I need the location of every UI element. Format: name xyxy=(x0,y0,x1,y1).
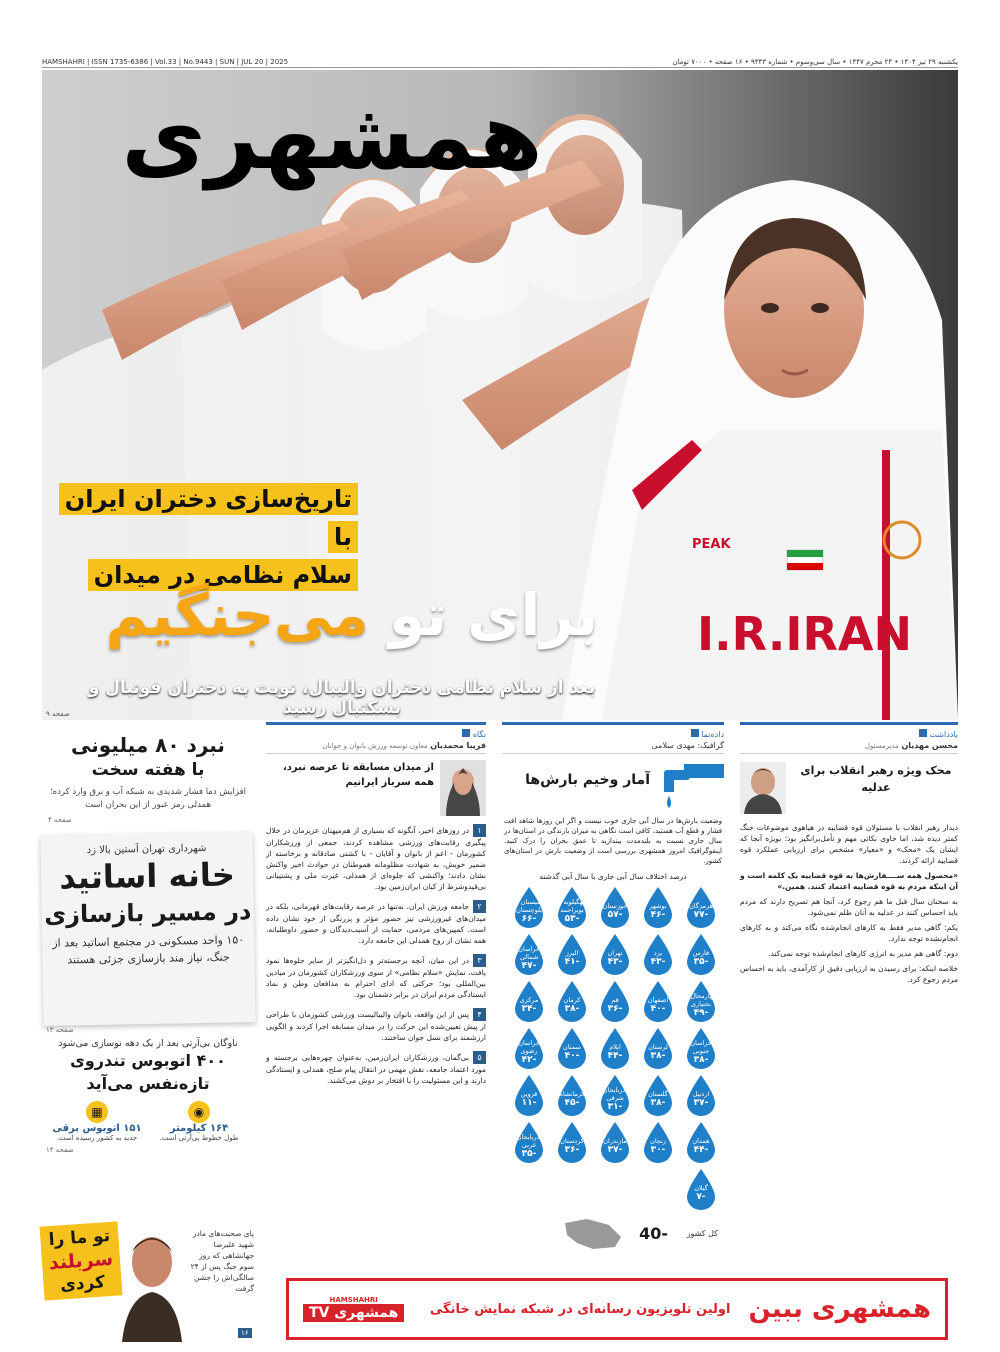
national-label: کل کشور xyxy=(686,1228,718,1238)
rainfall-drop xyxy=(511,1073,547,1117)
banner-tv-logo xyxy=(303,1296,404,1322)
negah-para-5-text: بی‌گمان، ورزشکاران ایران‌زمین، به‌عنوان چهره‌هایی برجسته و مورد اعتماد جامعه، نقش مهمی در انتقال پیام صلح، همدلی و ایستادگی دارند و این مسئولیت را با افتخار بر دوش می‌کشند. xyxy=(266,1053,486,1085)
teaser-bus-page: صفحه ۱۴ xyxy=(46,1146,74,1154)
masthead-meta-left: HAMSHAHRI | ISSN 1735-6386 | Vol.33 | No.9443 | SUN | JUL 20 | 2025 xyxy=(42,57,289,66)
national-total xyxy=(502,1215,724,1251)
drop-value: -۷۷ xyxy=(693,910,709,920)
left-teaser-column xyxy=(42,722,254,1352)
faucet-icon xyxy=(654,756,724,818)
number-badge-icon: ۴ xyxy=(473,1008,486,1021)
drop-province-name: البرز xyxy=(565,949,579,957)
drop-province-name: تهران xyxy=(607,949,623,957)
drop-value: -۳۶ xyxy=(607,1004,623,1014)
dadenama-title: آمار وخیم بارش‌ها xyxy=(525,772,650,788)
hero-headline[interactable] xyxy=(72,575,632,655)
yaddasht-author-photo xyxy=(740,762,786,814)
drop-province-name: اردبیل xyxy=(692,1090,710,1098)
jersey-country-text: I.R.IRAN xyxy=(697,607,912,661)
rainfall-drop xyxy=(511,1026,547,1070)
teaser-bus-stat2-value: ۱۵۱ اتوبوس برقی xyxy=(52,1123,142,1134)
promo-page: ۱۶ xyxy=(238,1328,252,1338)
negah-body xyxy=(266,824,486,1086)
rainfall-drop xyxy=(683,932,719,976)
hamshahri-tv-banner[interactable] xyxy=(278,1270,958,1352)
teaser-bus-stat1-value: ۱۶۴ کیلومتر xyxy=(169,1123,229,1134)
drop-value: -۳۷ xyxy=(607,1145,623,1155)
yaddasht-author: محسن مهدیان xyxy=(901,741,958,750)
teaser-housing-kicker: شهرداری تهران آستین بالا زد xyxy=(86,842,207,857)
rainfall-drop xyxy=(554,979,590,1023)
yaddasht-para-3: به سخنان سال قبل ما هم رجوع کرد، آنجا هم تصریح دارند که مردم باید احساس کنند در عدلیه به آنان ظلم نمی‌شود. xyxy=(740,897,958,917)
rainfall-drop xyxy=(683,1026,719,1070)
hero-headline-part1: برای تو xyxy=(388,581,599,649)
rainfall-drop xyxy=(554,932,590,976)
drop-province-name: خوزستان xyxy=(602,902,628,910)
negah-para-2-text: جامعه ورزش ایران، نه‌تنها در عرصه رقابت‌های قهرمانی، بلکه در میدان‌های غیرورزشی نیز حضور مؤثر و پررنگی از خود نشان داده است. کمپین‌های مردمی، حمایت از آسیب‌دیدگان و حضور داوطلبانه، همه نشان از روح همدلی این جامعه دارد. xyxy=(266,902,486,945)
teaser-energy-title2: با هفته سخت xyxy=(91,760,205,780)
number-badge-icon: ۳ xyxy=(473,954,486,967)
square-icon xyxy=(462,729,470,737)
masthead-meta-bar xyxy=(42,56,958,68)
negah-title[interactable]: از میدان مسابقه تا عرصه نبرد، همه سرباز ایرانیم xyxy=(282,762,434,788)
yaddasht-para-2: «محصول همه ســــفارش‌ها به قوه قضاییه یک کلمه است و آن اینکه مردم به قوه قضاییه اعتماد کنند. همین.» xyxy=(740,871,958,891)
yaddasht-para-6: خلاصه اینکه: برای رسیدن به ارزیابی دقیق از کارآمدی، باید به احساس مردم رجوع کرد. xyxy=(740,964,958,984)
drop-value: -۳۴ xyxy=(521,1004,537,1014)
drop-value: -۴۱ xyxy=(564,957,580,967)
column-yaddasht xyxy=(740,722,958,1270)
drop-province-name: هرمزگان xyxy=(689,902,713,910)
rainfall-drop xyxy=(511,979,547,1023)
hero-page-ref: صفحه ۹ xyxy=(46,710,70,718)
drop-value: -۴۵ xyxy=(564,1098,580,1108)
drop-province-name: لرستان xyxy=(648,1043,668,1051)
negah-para-3-text: در این میان، آنچه برجسته‌تر و دل‌انگیزتر از سایر جلوه‌ها نمود یافت، نمایش «سلام نظامی» از سوی ورزشکاران کشورمان در میادین بین‌المللی بود؛ حرکتی که ادای احترام به مدافعان وطن و نماد ایستادگی مردم ایران در برابر دشمنان بود. xyxy=(266,956,486,999)
drop-value: -۳۸ xyxy=(650,1098,666,1108)
square-icon xyxy=(691,729,699,737)
drop-province-name: خراسان جنوبی xyxy=(690,1039,712,1055)
drop-value: -۴۴ xyxy=(607,1051,623,1061)
drop-value: -۴۰ xyxy=(650,1004,666,1014)
drop-province-name: اصفهان xyxy=(647,996,669,1004)
number-badge-icon: ۲ xyxy=(473,900,486,913)
drop-province-name: گیلان xyxy=(694,1184,708,1192)
teaser-housing-page: صفحه ۱۳ xyxy=(46,1026,74,1034)
rainfall-drop xyxy=(554,885,590,929)
bus-icon: ▦ xyxy=(86,1101,108,1123)
teaser-housing-title2: در مسیر بازسازی xyxy=(43,897,252,929)
negah-para-4-text: پس از این واقعه، بانوان والیبالیست ورزشی کشورمان با طراحی از پیش تعیین‌شده این حرکت را در میدان مسابقه اجرا کردند و الگویی ارزشمند برای نسل جوان ساختند. xyxy=(266,1010,486,1042)
drop-value: -۴۲ xyxy=(521,1055,537,1065)
drop-province-name: گلستان xyxy=(648,1090,668,1098)
teaser-housing-card[interactable] xyxy=(40,832,255,1026)
teaser-bus-stat1-label: طول خطوط بی‌آرتی است. xyxy=(159,1134,239,1142)
rainfall-drop-grid xyxy=(502,885,724,1211)
drop-province-name: مرکزی xyxy=(519,996,539,1004)
number-badge-icon: ۱ xyxy=(473,824,486,837)
drop-value: -۶۶ xyxy=(521,914,537,924)
dadenama-tag-label: داده‌نما xyxy=(701,730,724,739)
rainfall-drop xyxy=(511,885,547,929)
drop-value: -۴۳ xyxy=(607,957,623,967)
drop-value: -۳۵ xyxy=(521,1149,537,1159)
rainfall-drop xyxy=(597,1120,633,1164)
number-badge-icon: ۵ xyxy=(473,1051,486,1064)
drop-province-name: یزد xyxy=(653,949,663,957)
drop-value: -۳۵ xyxy=(693,957,709,967)
drop-province-name: خراسان شمالی xyxy=(518,945,540,961)
banner-title: همشهری ببین xyxy=(748,1294,931,1324)
teaser-bus-stat-km xyxy=(152,1101,247,1142)
dadenama-tag xyxy=(502,725,724,741)
rainfall-drop xyxy=(554,1120,590,1164)
drop-value: -۷ xyxy=(696,1192,706,1202)
rainfall-drop xyxy=(511,1120,547,1164)
teaser-martyr-promo[interactable] xyxy=(42,1218,254,1344)
negah-tag xyxy=(266,725,486,741)
teaser-energy-page: صفحه ۴ xyxy=(48,816,72,824)
promo-title2: سربلند xyxy=(48,1247,114,1275)
drop-province-name: آذربایجان غربی xyxy=(516,1133,542,1149)
rainfall-drop xyxy=(597,885,633,929)
rainfall-drop xyxy=(640,979,676,1023)
drop-province-name: خراسان رضوی xyxy=(518,1039,540,1055)
drop-value: -۱۱ xyxy=(521,1098,537,1108)
teaser-bus-stat2-label: جدید به کشور رسیده است. xyxy=(56,1134,138,1142)
drop-province-name: کرمان xyxy=(563,996,581,1004)
hero-photo-area xyxy=(42,70,958,720)
drop-province-name: کهگیلویه و بویراحمد xyxy=(558,898,586,914)
drop-province-name: آذربایجان شرقی xyxy=(602,1086,628,1102)
rainfall-drop xyxy=(640,1026,676,1070)
rainfall-drop xyxy=(597,932,633,976)
jersey-brand: PEAK xyxy=(692,537,731,552)
drop-value: -۵۳ xyxy=(564,914,580,924)
drop-value: -۳۱ xyxy=(607,1102,623,1112)
teaser-energy-title1: نبرد ۸۰ میلیونی xyxy=(71,733,225,757)
drop-province-name: همدان xyxy=(692,1137,710,1145)
yaddasht-para-1: دیدار رهبر انقلاب با مسئولان قوه قضاییه در هیاهوی موضوعات جنگ کمتر دیده شد، اما حاوی نکاتی مهم و تأمل‌برانگیز بود؛ بویژه آنجا که ایشان یک «محک» و «معیار» مشخص برای ارزیابی عملکرد قوه قضاییه ارائه کردند. xyxy=(740,823,958,865)
rainfall-drop xyxy=(683,1120,719,1164)
iran-map-icon xyxy=(557,1215,627,1251)
promo-title1: تو ما را xyxy=(48,1225,111,1251)
rainfall-drop xyxy=(511,932,547,976)
lower-section xyxy=(42,722,958,1352)
dadenama-header xyxy=(502,754,724,816)
rainfall-drop xyxy=(683,979,719,1023)
teaser-bus-stat-electric xyxy=(50,1101,145,1142)
teaser-bus-title2: تازه‌نفس می‌آید xyxy=(86,1074,210,1093)
drop-value: -۳۸ xyxy=(693,1055,709,1065)
drop-province-name: کرمانشاه xyxy=(559,1090,585,1098)
rainfall-drop xyxy=(554,1073,590,1117)
banner-subtitle: اولین تلویزیون رسانه‌ای در شبکه نمایش خانگی xyxy=(429,1301,731,1317)
teaser-housing-summary: ۱۵۰ واحد مسکونی در مجتمع اساتید بعد از جنگ، نیاز مند بازسازی جزئی هستند xyxy=(52,933,245,967)
hero-deck: بعد از سلام نظامی دختران والیبال، نوبت به دختران فوتبال و بسکتبال رسید xyxy=(88,678,596,718)
teaser-energy[interactable] xyxy=(42,722,254,824)
rainfall-drop xyxy=(683,1073,719,1117)
negah-para-2 xyxy=(266,900,486,946)
dadenama-intro: وضعیت بارش‌ها در سال آبی جاری خوب نیست و اگر این روزها شاهد افت فشار و قطع آب هستید، کافی است نگاهی به میزان بارندگی در استان‌ها در سال جاری نسبت به بلندمدت بیندازید تا عمق بحران را درک کنید. اینفوگرافیک امروز همشهری بررسی است از وضعیت بارش در استان‌های کشور. xyxy=(504,817,722,865)
banner-logo-small: HAMSHAHRI xyxy=(329,1296,378,1304)
teaser-housing-title1: خانه اساتید xyxy=(58,855,236,897)
negah-para-1 xyxy=(266,824,486,892)
yaddasht-body xyxy=(740,822,958,985)
hero-kicker-line1: تاریخ‌سازی دختران ایران با xyxy=(59,483,358,553)
yaddasht-title[interactable]: محک ویژه رهبر انقلاب برای عدلیه xyxy=(800,764,952,794)
yaddasht-byline xyxy=(740,741,958,754)
drop-value: -۴۷ xyxy=(521,961,537,971)
negah-author: فریبا محمدیان xyxy=(430,741,486,750)
rainfall-drop xyxy=(597,1026,633,1070)
negah-para-1-text: در روزهای اخیر، آنگونه که بسیاری از هم‌میهنان عزیزمان در خلال پیگیری رقابت‌های ورزشی مشاهده کردند، جمعی از ورزشکاران کشورمان - اعم از بانوان و آقایان - با کشتی صادقانه و برخاسته از ضمیر خویش، به شهادت مظلومانه هموطنان در حوادث اخیر واکنش نشان دادند؛ واکنشی که جلوه‌ای از همدلی، غیرت ملی و پشتیبانی بی‌قیدوشرط از کیان ایران‌زمین بود. xyxy=(266,826,486,891)
drop-value: -۴۶ xyxy=(650,910,666,920)
promo-portrait xyxy=(122,1222,182,1342)
national-value: -40 xyxy=(639,1223,668,1243)
negah-role: معاون توسعه ورزش بانوان و جوانان xyxy=(322,742,428,750)
rainfall-drop xyxy=(554,1026,590,1070)
banner-logo-tv: همشهری TV xyxy=(303,1304,404,1322)
rainfall-drop xyxy=(640,1120,676,1164)
yaddasht-para-4: یکم: گاهی مدیر فقط به کارهای انجام‌شده نگاه می‌کند و به کارهای انجام‌نشده توجه ندارد. xyxy=(740,923,958,943)
drop-province-name: سیستان و بلوچستان xyxy=(515,898,543,914)
hero-headline-part2: می‌جنگیم xyxy=(105,581,369,649)
negah-tag-label: نگاه xyxy=(472,730,486,739)
rainfall-drop xyxy=(597,979,633,1023)
map-pin-icon: ◉ xyxy=(188,1101,210,1123)
drop-value: -۵۷ xyxy=(607,910,623,920)
drop-value: -۴۰ xyxy=(564,1051,580,1061)
column-dadenama xyxy=(502,722,724,1270)
negah-author-photo xyxy=(440,760,486,816)
yaddasht-para-5: دوم: گاهی هم مدیر به انرژی کارهای انجام‌شده توجه نمی‌کند. xyxy=(768,949,958,958)
teaser-bus-kicker: ناوگان بی‌آرتی بعد از یک دهه نوسازی می‌شود xyxy=(58,1038,238,1049)
promo-title3: کردی xyxy=(59,1272,106,1296)
drop-province-name: زنجان xyxy=(650,1137,666,1145)
masthead-meta-right: یکشنبه ۲۹ تیر ۱۴۰۴ • ۲۴ محرم ۱۴۴۷ • سال سی‌وسوم • شماره ۹۴۴۳ • ۱۶ صفحه • ۷۰۰۰ تومان xyxy=(672,57,958,66)
drop-province-name: قزوین xyxy=(520,1090,538,1098)
rainfall-drop xyxy=(683,885,719,929)
negah-para-5 xyxy=(266,1051,486,1086)
drop-value: -۳۸ xyxy=(650,1051,666,1061)
negah-para-3 xyxy=(266,954,486,1000)
drop-province-name: ایلام xyxy=(609,1043,621,1051)
negah-byline xyxy=(266,741,486,754)
promo-text: پای صحبت‌های مادر شهید علیرضا جهانشاهی که روز سوم جنگ پس از ۲۴ سالگی‌اش را جشن گرفت xyxy=(190,1229,254,1293)
drop-value: -۴۴ xyxy=(693,1145,709,1155)
column-negah xyxy=(266,722,486,1270)
drop-value: -۳۰ xyxy=(650,1145,666,1155)
rainfall-drop xyxy=(597,1073,633,1117)
drop-value: -۴۹ xyxy=(693,1008,709,1018)
teaser-energy-summary: افزایش دما فشار شدیدی به شبکه آب و برق وارد کرده؛ همدلی رمز عبور از این بحران است xyxy=(49,787,247,810)
drop-province-name: کردستان xyxy=(560,1137,584,1145)
rainfall-drop xyxy=(640,1073,676,1117)
teaser-bus[interactable] xyxy=(42,1038,254,1154)
dadenama-author: گرافیک: مهدی سلامی xyxy=(502,741,724,754)
drop-value: -۳۶ xyxy=(564,1145,580,1155)
yaddasht-role: مدیرمسئول xyxy=(864,742,899,750)
teaser-bus-title1: ۴۰۰ اتوبوس تندروی xyxy=(70,1051,226,1070)
drop-province-name: سمنان xyxy=(563,1043,581,1051)
chart-title: درصد اختلاف سال آبی جاری با سال آبی گذشته xyxy=(539,872,687,881)
yaddasht-tag-label: یادداشت xyxy=(929,730,958,739)
drop-value: -۳۸ xyxy=(564,1004,580,1014)
drop-province-name: قم xyxy=(611,996,619,1004)
drop-province-name: بوشهر xyxy=(649,902,667,910)
drop-province-name: مازندران xyxy=(603,1137,627,1145)
rainfall-drop xyxy=(640,885,676,929)
drop-value: -۴۳ xyxy=(650,957,666,967)
hero-kicker-line2: سلام نظامی در میدان xyxy=(88,559,358,591)
rainfall-drop xyxy=(640,932,676,976)
negah-para-4 xyxy=(266,1008,486,1043)
drop-province-name: فارس xyxy=(692,949,710,957)
drop-province-name: چهارمحال و بختیاری xyxy=(685,992,717,1008)
square-icon xyxy=(919,729,927,737)
masthead-logo[interactable]: همشهری xyxy=(121,83,543,190)
yaddasht-tag xyxy=(740,725,958,741)
rainfall-drop xyxy=(683,1167,719,1211)
drop-value: -۳۷ xyxy=(693,1098,709,1108)
promo-title-box xyxy=(40,1221,123,1300)
